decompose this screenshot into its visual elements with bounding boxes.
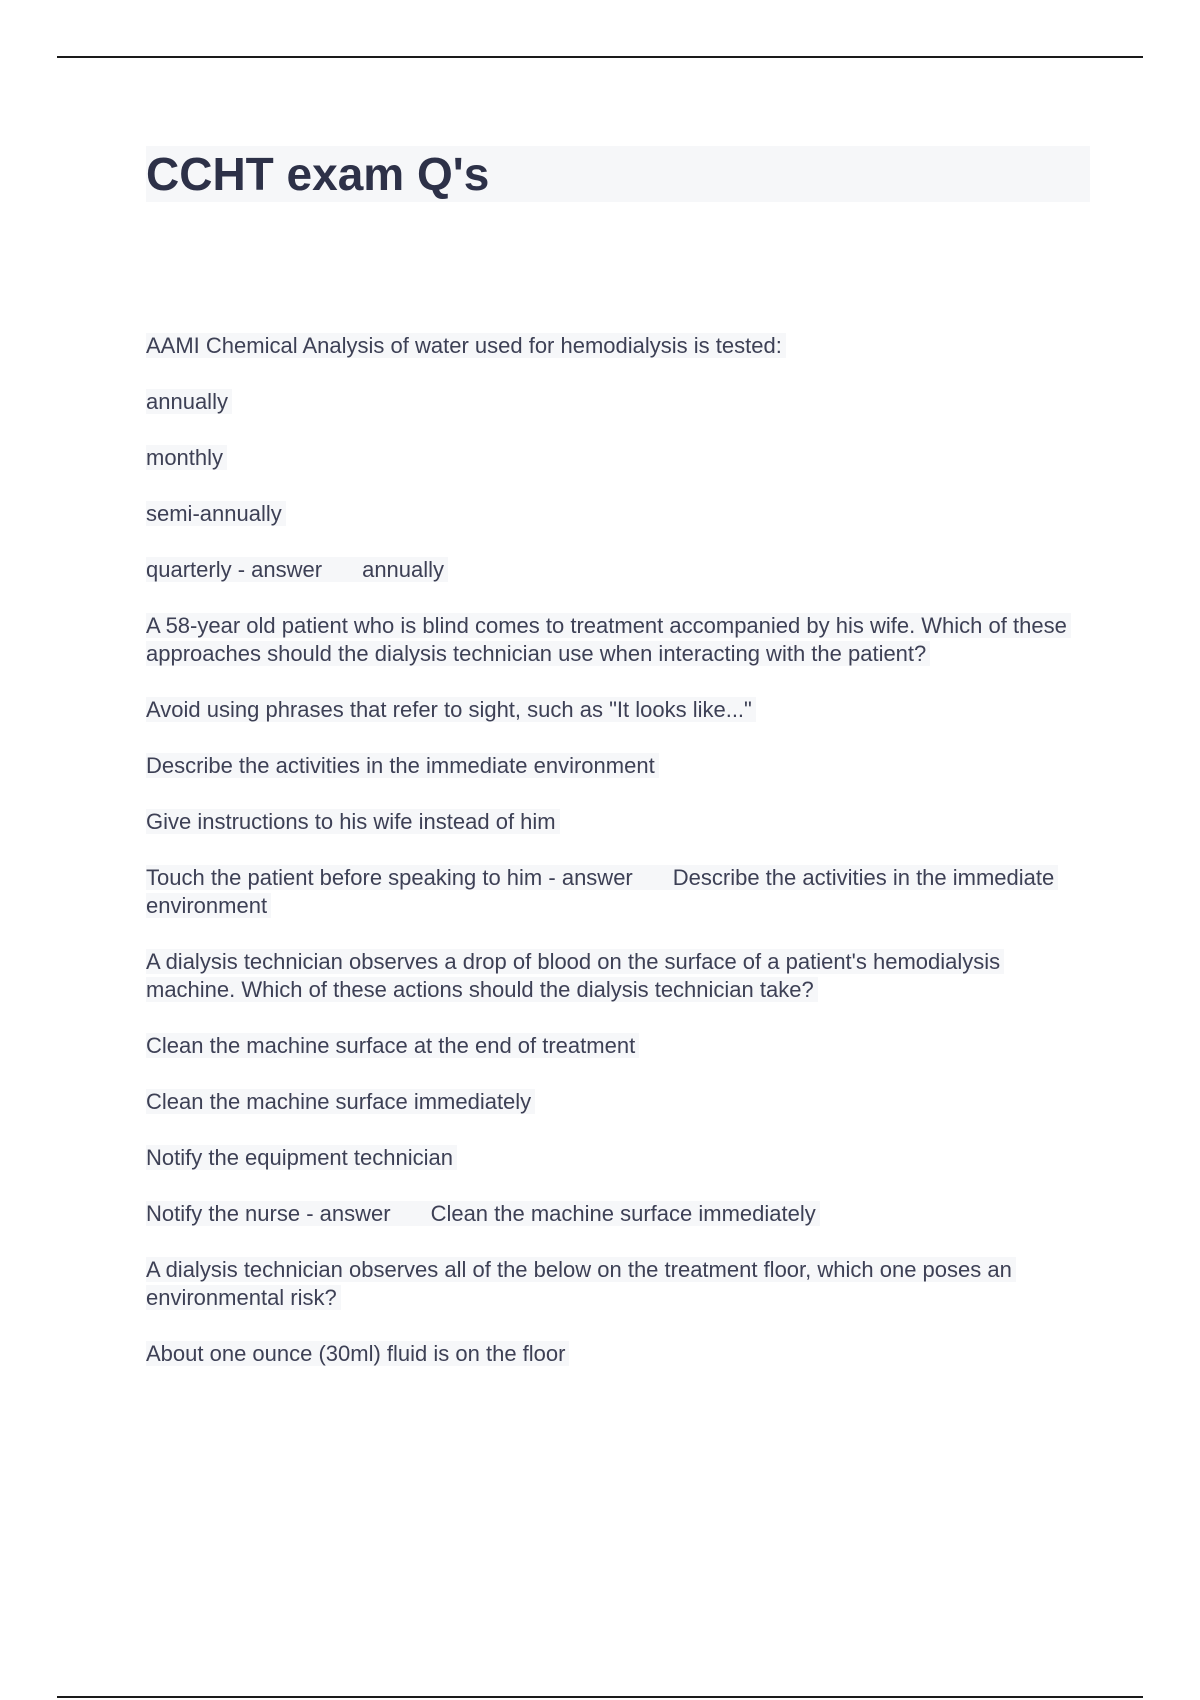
answer-option: Describe the activities in the immediate environment [146, 752, 1090, 780]
bottom-rule [57, 1696, 1143, 1698]
correct-answer: Describe the activities in the immediate environment [146, 865, 1055, 918]
answer-option: monthly [146, 444, 1090, 472]
page-title: CCHT exam Q's [146, 148, 490, 200]
option-text: Touch the patient before speaking to him [146, 865, 543, 890]
answer-option: semi-annually [146, 500, 1090, 528]
answer-option: Clean the machine surface immediately [146, 1088, 1090, 1116]
question-text: A dialysis technician observes all of the below on the treatment floor, which one poses an environmental risk? [146, 1256, 1090, 1312]
question-text: A 58-year old patient who is blind comes to treatment accompanied by his wife. Which of these approaches should the dialysis technician use when interacting with the patient? [146, 612, 1090, 668]
answer-option-with-key [146, 556, 1090, 584]
top-rule [57, 56, 1143, 58]
option-text: Notify the nurse [146, 1201, 301, 1226]
question-list [146, 332, 1090, 1396]
answer-option-with-key [146, 1200, 1090, 1228]
answer-marker: - answer [306, 1201, 391, 1226]
answer-option-with-key [146, 864, 1090, 920]
answer-option: Clean the machine surface at the end of treatment [146, 1032, 1090, 1060]
page-content [146, 146, 1090, 1366]
answer-option: annually [146, 388, 1090, 416]
answer-marker: - answer [548, 865, 633, 890]
question-text: A dialysis technician observes a drop of blood on the surface of a patient's hemodialysis machine. Which of these actions should the dialysis technician take? [146, 948, 1090, 1004]
answer-option: Give instructions to his wife instead of him [146, 808, 1090, 836]
correct-answer: Clean the machine surface immediately [430, 1201, 816, 1226]
title-block [146, 146, 1090, 202]
answer-option: Avoid using phrases that refer to sight, such as "It looks like..." [146, 696, 1090, 724]
option-text: quarterly [146, 557, 232, 582]
question-text: AAMI Chemical Analysis of water used for hemodialysis is tested: [146, 332, 1090, 360]
correct-answer: annually [362, 557, 445, 582]
answer-option: Notify the equipment technician [146, 1144, 1090, 1172]
answer-marker: - answer [237, 557, 323, 582]
answer-option: About one ounce (30ml) fluid is on the floor [146, 1340, 1090, 1368]
